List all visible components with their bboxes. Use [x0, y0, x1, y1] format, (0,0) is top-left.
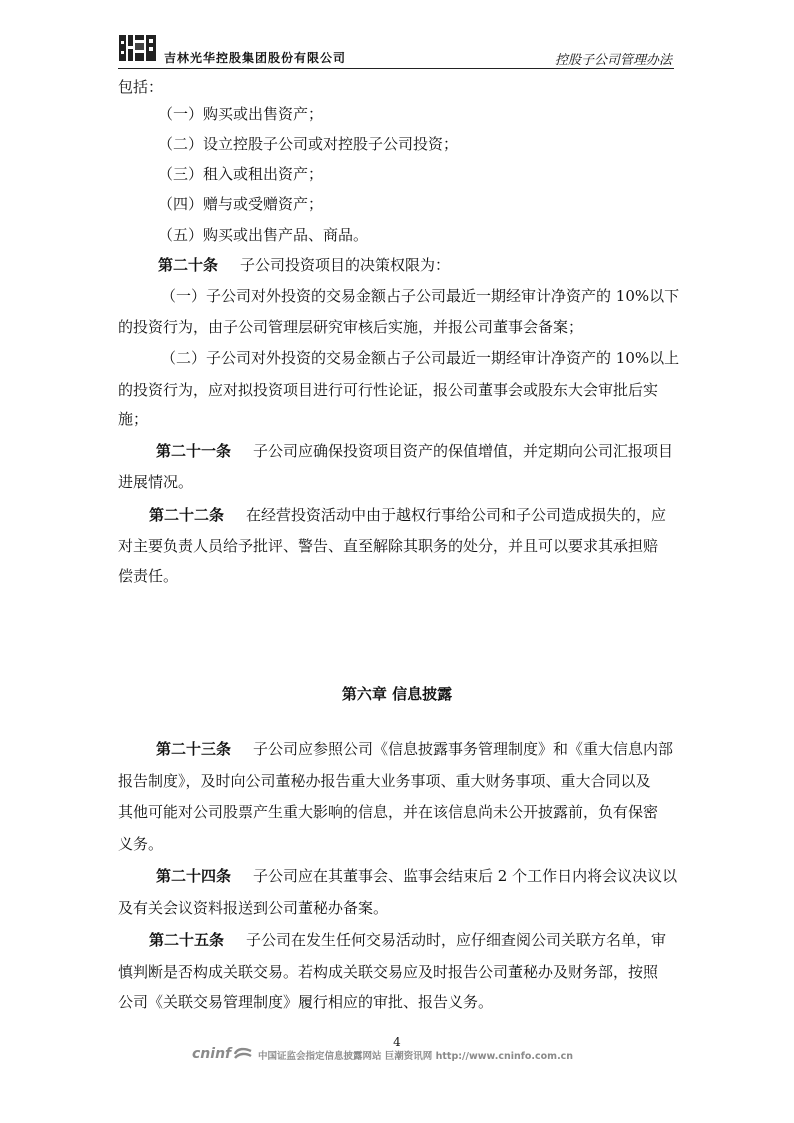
article-22: [149, 505, 666, 525]
list-item: （一）购买或出售资产；: [158, 105, 324, 123]
body-line: 施；: [118, 410, 149, 428]
article-title: 第二十二条: [149, 506, 225, 524]
body-line: （二）子公司对外投资的交易金额占子公司最近一期经审计净资产的 10%以上: [161, 349, 680, 367]
body-line: （一）子公司对外投资的交易金额占子公司最近一期经审计净资产的 10%以下: [161, 287, 680, 305]
body-line: 的投资行为，由子公司管理层研究审核后实施，并报公司董事会备案；: [118, 318, 584, 336]
cninfo-logo-text: cninf: [192, 1046, 232, 1062]
article-21: [156, 441, 673, 461]
article-25: [149, 930, 666, 950]
article-title: 第二十五条: [149, 931, 225, 949]
body-line: 包括：: [118, 78, 164, 96]
article-text: 在经营投资活动中由于越权行事给公司和子公司造成损失的，应: [246, 506, 667, 524]
company-name: 吉林光华控股集团股份有限公司: [164, 51, 347, 65]
list-item: （二）设立控股子公司或对控股子公司投资；: [158, 135, 459, 153]
body-line: 慎判断是否构成关联交易。若构成关联交易应及时报告公司董秘办及财务部，按照: [118, 963, 659, 981]
body-line: 偿责任。: [118, 567, 179, 585]
body-line: 及有关会议资料报送到公司董秘办备案。: [118, 899, 389, 917]
article-20: [158, 255, 450, 275]
body-line: 对主要负责人员给予批评、警告、直至解除其职务的处分，并且可以要求其承担赔: [118, 537, 659, 555]
article-title: 第二十条: [158, 256, 219, 274]
chapter-heading: 第六章 信息披露: [341, 685, 453, 703]
footer-text: 中国证监会指定信息披露网站 巨潮资讯网 http://www.cninfo.com.cn: [258, 1051, 574, 1062]
body-line: 进展情况。: [118, 473, 194, 491]
article-title: 第二十三条: [156, 740, 232, 758]
article-24: [156, 866, 677, 886]
article-text: 子公司应参照公司《信息披露事务管理制度》和《重大信息内部: [253, 740, 674, 758]
article-23: [156, 739, 673, 759]
document-title: 控股子公司管理办法: [554, 53, 672, 68]
article-text: 子公司应确保投资项目资产的保值增值，并定期向公司汇报项目: [253, 442, 674, 460]
company-logo-icon: [118, 33, 158, 63]
body-line: 其他可能对公司股票产生重大影响的信息，并在该信息尚未公开披露前，负有保密: [118, 803, 659, 821]
article-text: 子公司应在其董事会、监事会结束后 2 个工作日内将会议决议以: [253, 867, 678, 885]
article-title: 第二十四条: [156, 867, 232, 885]
list-item: （三）租入或租出资产；: [158, 165, 324, 183]
page-header: [118, 32, 674, 69]
body-line: 报告制度》，及时向公司董秘办报告重大业务事项、重大财务事项、重大合同以及: [118, 772, 651, 790]
body-line: 的投资行为，应对拟投资项目进行可行性论证，报公司董事会或股东大会审批后实: [118, 381, 659, 399]
body-line: 义务。: [118, 835, 164, 853]
cninfo-swirl-icon: [233, 1047, 253, 1061]
article-title: 第二十一条: [156, 442, 232, 460]
list-item: （五）购买或出售产品、商品。: [158, 226, 369, 244]
list-item: （四）赠与或受赠资产；: [158, 195, 324, 213]
article-text: 子公司投资项目的决策权限为：: [240, 256, 451, 274]
article-text: 子公司在发生任何交易活动时，应仔细查阅公司关联方名单，审: [246, 931, 667, 949]
page-number: 4: [393, 1035, 401, 1049]
body-line: 公司《关联交易管理制度》履行相应的审批、报告义务。: [118, 993, 494, 1011]
